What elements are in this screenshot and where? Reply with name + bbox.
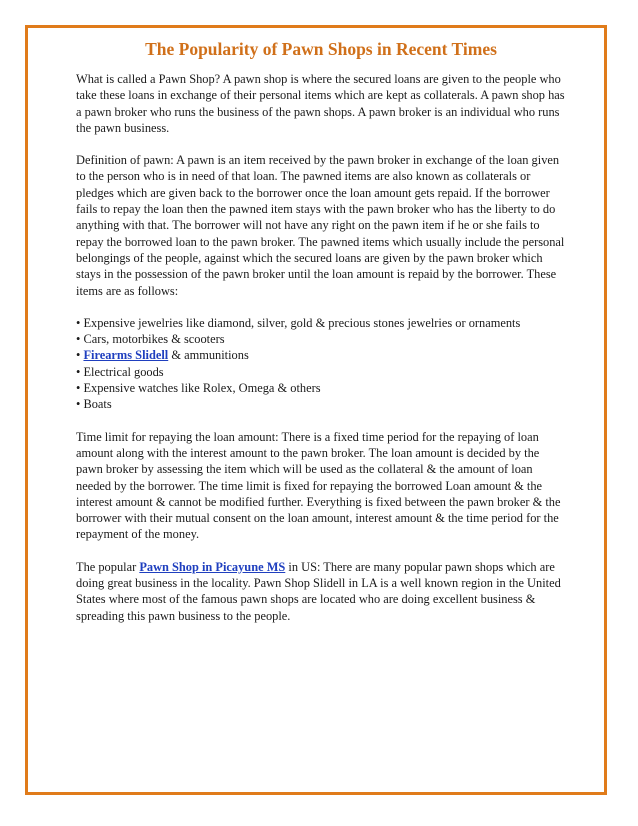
bullet-glyph: • [76, 315, 81, 330]
bullet-glyph: • [76, 332, 81, 347]
list-item [76, 364, 566, 380]
list-item [76, 331, 566, 347]
list-item-text: Expensive jewelries like diamond, silver, gold & precious stones jewelries or ornaments [83, 315, 521, 330]
bullet-glyph: • [76, 397, 81, 412]
list-item [76, 315, 566, 331]
list-item-text: & ammunitions [168, 348, 249, 363]
paragraph-gap [76, 413, 566, 429]
list-item-text: Cars, motorbikes & scooters [83, 332, 225, 347]
paragraph-suffix: in US: There are many popular pawn shops which are doing great business in the locality. Pawn Shop Slidell in LA is a well known region in the United States where most of the famous pawn shops are located who are doing excellent business & spreading this pawn business to the people. [76, 559, 561, 623]
bullet-glyph: • [76, 348, 81, 363]
list-item [76, 347, 566, 363]
paragraph-intro: What is called a Pawn Shop? A pawn shop is where the secured loans are given to the people who take these loans in exchange of their personal items which are kept as collaterals. A pawn shop has a pawn broker who runs the business of the pawn shops. A pawn broker is an individual who runs the pawn business. [76, 72, 565, 135]
document-body [76, 39, 566, 624]
collateral-item-list [76, 315, 566, 413]
paragraph-definition: Definition of pawn: A pawn is an item received by the pawn broker in exchange of the loan given to the person who is in need of that loan. The pawned items are also known as collaterals or pledges which are given back to the borrower once the loan amount gets repaid. If the borrower fails to repay the loan then the pawned item stays with the pawn broker who has the liberty to do anything with that. The borrower will not have any right on the pawn item if he or she fails to repay the borrowed loan to the pawn broker. The pawned items which usually include the personal belongings of the people, against which the secured loans are given by the pawn broker which stays in the possession of the pawn broker until the loan amount is repaid by the borrower. These items are as follows: [76, 153, 565, 298]
bullet-glyph: • [76, 364, 81, 379]
list-item [76, 380, 566, 396]
list-item [76, 396, 566, 412]
paragraph-gap [76, 136, 566, 152]
list-item-text: Boats [83, 397, 112, 412]
paragraph-time-limit: Time limit for repaying the loan amount: There is a fixed time period for the repaying of loan amount along with the interest amount to the pawn broker. The loan amount is decided by the pawn broker by assessing the item which will be used as the collateral & the amount of loan needed by the borrower. The time limit is fixed for repaying the borrowed Loan amount & the interest amount & cannot be modified further. Everything is fixed between the pawn broker & the borrower with their mutual consent on the loan amount, interest amount & the time period for the repayment of the money. [76, 429, 561, 542]
paragraph-gap [76, 299, 566, 315]
document-title: The Popularity of Pawn Shops in Recent Times [145, 39, 497, 59]
list-item-text: Electrical goods [83, 364, 164, 379]
firearms-slidell-link[interactable]: Firearms Slidell [83, 348, 169, 363]
bullet-glyph: • [76, 381, 81, 396]
pawn-shop-picayune-link[interactable]: Pawn Shop in Picayune MS [139, 559, 286, 574]
list-item-text: Expensive watches like Rolex, Omega & others [83, 381, 321, 396]
paragraph-popular-shops [76, 559, 566, 624]
paragraph-gap [76, 543, 566, 559]
paragraph-prefix: The popular [76, 559, 140, 574]
